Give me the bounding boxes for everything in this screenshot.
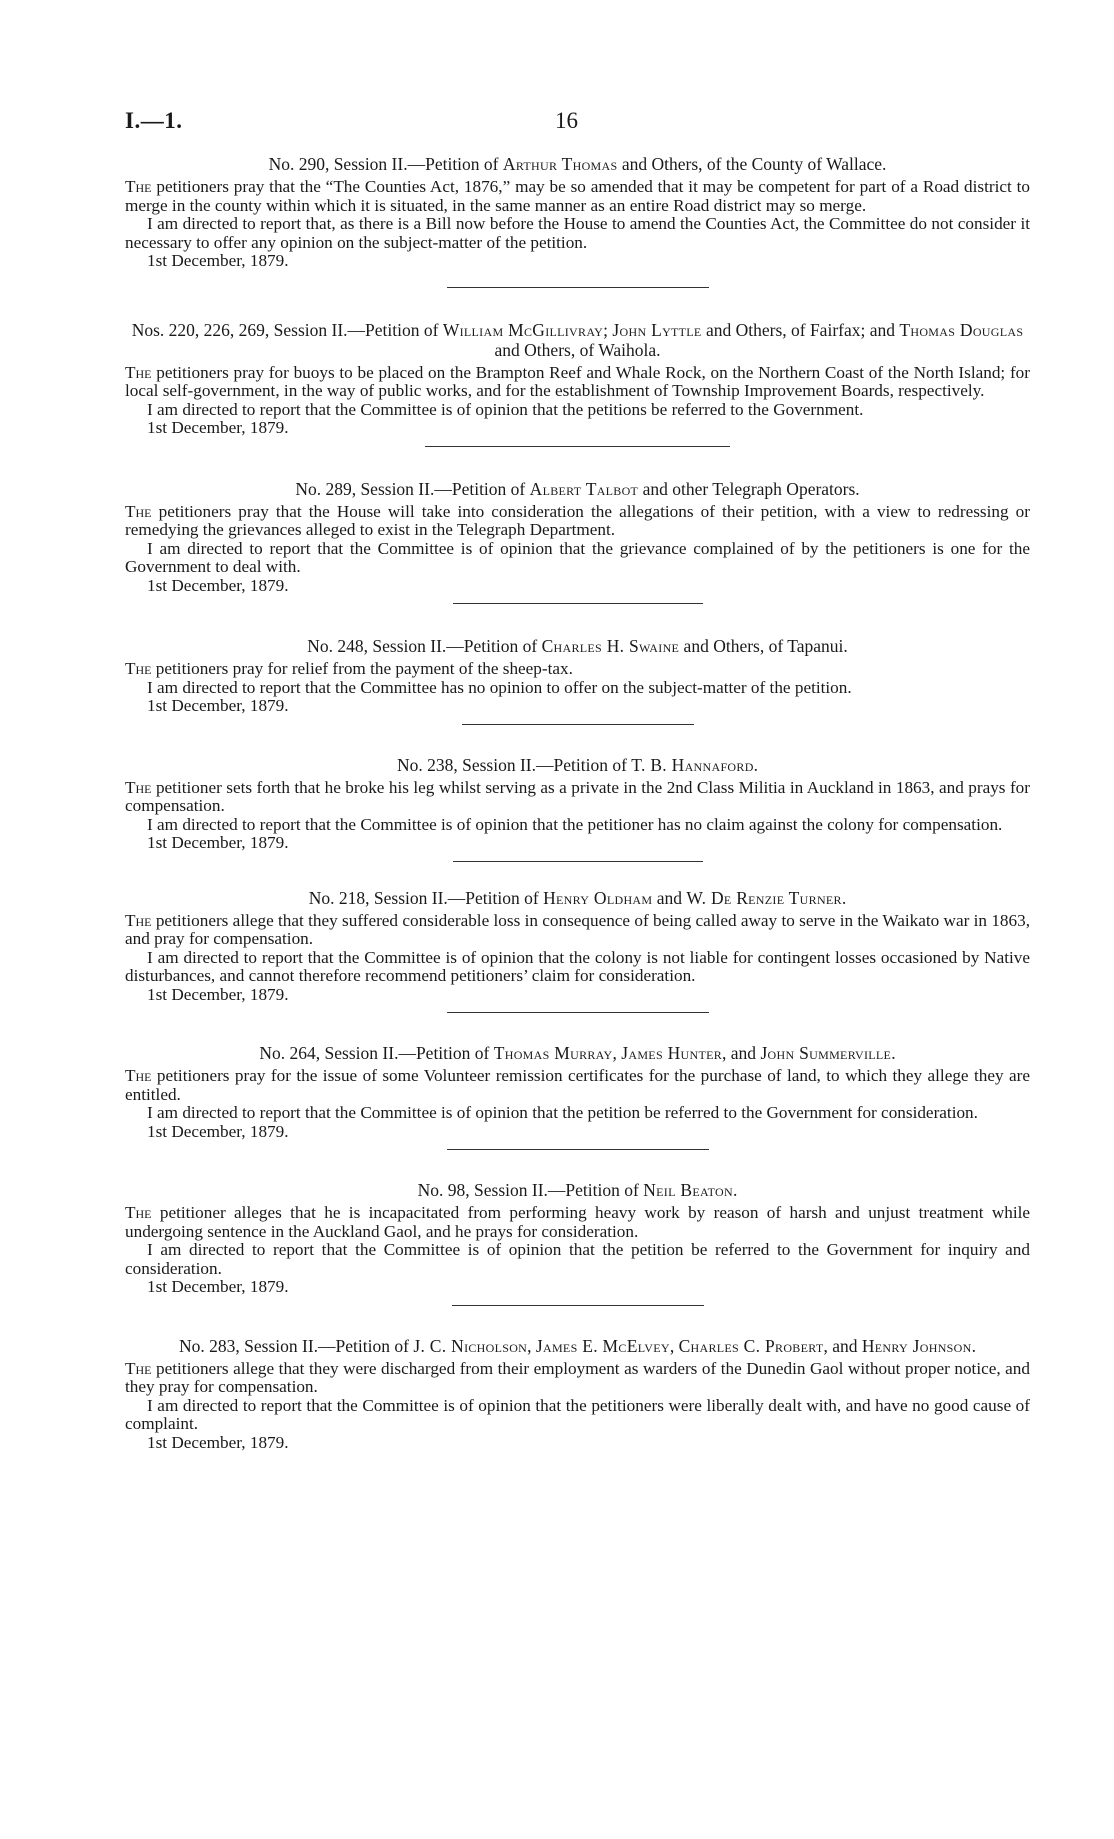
- section-divider: [453, 861, 703, 862]
- petitioner-name: Charles H. Swaine: [541, 636, 680, 656]
- committee-report: I am directed to report that the Committee is of opinion that the petitioner has no claim against the colony for compensation.: [147, 814, 1003, 834]
- committee-report: I am directed to report that, as there is a Bill now before the House to amend the Counties Act, the Committee do not consider it necessary to offer any opinion on the subject-matter of the petition.: [125, 214, 1030, 252]
- section-divider: [425, 446, 730, 447]
- petitioner-name: T. B. Hannaford: [631, 754, 754, 775]
- committee-report: I am directed to report that the Committee is of opinion that the petitions be referred to the Government.: [147, 399, 864, 419]
- report-date: 1st December, 1879.: [147, 833, 289, 852]
- report-date: 1st December, 1879.: [147, 984, 289, 1004]
- petition-body: The petitioners pray for buoys to be placed on the Brampton Reef and Whale Rock, on the Northern Coast of the North Island; for local self-government, in the way of public works, and for the establishment of Township Improvement Boards, respectively.: [125, 362, 1030, 400]
- committee-report: I am directed to report that the Committee has no opinion to offer on the subject-matter of the petition.: [147, 677, 852, 697]
- document-page: [125, 108, 1030, 1452]
- petition-title: No. 289, Session II.—Petition of Albert Talbot and other Telegraph Operators.: [295, 478, 860, 499]
- petition-title: No. 238, Session II.—Petition of T. B. Hannaford.: [396, 754, 759, 775]
- report-date: 1st December, 1879.: [147, 696, 289, 715]
- petitioner-name: Arthur Thomas: [502, 154, 618, 174]
- petition-290: [125, 154, 1030, 271]
- petition-98: [125, 1180, 1030, 1297]
- section-divider: [447, 1149, 709, 1150]
- petitioner-name: Henry Oldham: [543, 887, 653, 908]
- page-header: [125, 108, 1030, 144]
- petitioner-name: Henry Johnson: [861, 1335, 972, 1356]
- petition-283: [125, 1336, 1030, 1453]
- section-divider: [453, 603, 703, 604]
- petition-title: No. 98, Session II.—Petition of Neil Beaton.: [417, 1180, 738, 1200]
- report-date: 1st December, 1879.: [147, 575, 289, 595]
- section-divider: [462, 724, 694, 725]
- petition-body: The petitioners allege that they suffered considerable loss in consequence of being called away to serve in the Waikato war in 1863, and pray for compensation.: [125, 910, 1030, 948]
- petition-248: [125, 636, 1030, 716]
- petitioner-name: Charles C. Probert: [678, 1335, 824, 1356]
- petition-264: [125, 1043, 1030, 1141]
- petitioner-name: Albert Talbot: [529, 478, 639, 499]
- petition-title: No. 283, Session II.—Petition of J. C. Nicholson, James E. McElvey, Charles C. Probert, and Henry Johnson.: [179, 1335, 976, 1356]
- section-divider: [447, 287, 709, 288]
- petitioner-name: James E. McElvey: [535, 1335, 670, 1356]
- report-date: 1st December, 1879.: [147, 418, 289, 437]
- petition-body: The petitioner sets forth that he broke his leg whilst serving as a private in the 2nd Class Militia in Auckland in 1863, and prays for compensation.: [125, 777, 1030, 815]
- petition-289: [125, 479, 1030, 596]
- petitioner-name: John Summerville: [760, 1043, 892, 1063]
- petition-title: Nos. 220, 226, 269, Session II.—Petition of William McGillivray; John Lyttle and Others, of Fairfax; and Thomas Douglas and Others, of Waihola.: [131, 319, 1024, 360]
- committee-report: I am directed to report that the Committee is of opinion that the petition be referred to the Government for inquiry and consideration.: [125, 1240, 1030, 1278]
- petitioner-name: Thomas Murray: [493, 1043, 613, 1063]
- report-date: 1st December, 1879.: [147, 251, 289, 270]
- petition-body: The petitioners pray for relief from the payment of the sheep-tax.: [125, 659, 573, 678]
- petition-238: [125, 755, 1030, 853]
- report-date: 1st December, 1879.: [147, 1277, 289, 1296]
- petition-218: [125, 888, 1030, 1005]
- petitioner-name: J. C. Nicholson: [413, 1335, 528, 1356]
- petitioner-name: John Lyttle: [612, 319, 702, 340]
- committee-report: I am directed to report that the Committee is of opinion that the petitioners were liberally dealt with, and have no good cause of complaint.: [125, 1395, 1030, 1433]
- report-date: 1st December, 1879.: [147, 1121, 289, 1141]
- committee-report: I am directed to report that the Committee is of opinion that the petition be referred to the Government for consideration.: [147, 1103, 978, 1122]
- page-number: 16: [555, 108, 578, 133]
- petition-220-226-269: [125, 320, 1030, 438]
- petition-body: The petitioner alleges that he is incapacitated from performing heavy work by reason of harsh and unjust treatment while undergoing sentence in the Auckland Gaol, and he prays for consideration.: [125, 1203, 1030, 1241]
- committee-report: I am directed to report that the Committee is of opinion that the grievance complained of by the petitioners is one for the Government to deal with.: [125, 538, 1030, 576]
- petitioner-name: Thomas Douglas: [899, 319, 1024, 340]
- petition-body: The petitioners pray that the House will take into consideration the allegations of their petition, with a view to redressing or remedying the grievances alleged to exist in the Telegraph Department.: [125, 501, 1030, 539]
- petitioner-name: W. De Renzie Turner: [686, 887, 842, 908]
- petition-title: No. 218, Session II.—Petition of Henry Oldham and W. De Renzie Turner.: [308, 887, 847, 908]
- report-date: 1st December, 1879.: [147, 1432, 289, 1452]
- section-divider: [452, 1305, 704, 1306]
- section-divider: [447, 1012, 709, 1013]
- petitioner-name: William McGillivray: [442, 319, 604, 340]
- petition-body: The petitioners pray that the “The Counties Act, 1876,” may be so amended that it may be competent for part of a Road district to merge in the county within which it is situated, in the same manner as an entire Road district may so merge.: [125, 177, 1030, 215]
- petition-title: No. 264, Session II.—Petition of Thomas Murray, James Hunter, and John Summerville.: [259, 1043, 896, 1063]
- petitioner-name: Neil Beaton: [643, 1180, 733, 1200]
- petition-title: No. 290, Session II.—Petition of Arthur Thomas and Others, of the County of Wallace.: [268, 154, 887, 174]
- petition-title: No. 248, Session II.—Petition of Charles H. Swaine and Others, of Tapanui.: [307, 636, 848, 656]
- petition-body: The petitioners allege that they were discharged from their employment as warders of the Dunedin Gaol without proper notice, and they pray for compensation.: [125, 1358, 1030, 1396]
- page-reference: I.—1.: [125, 108, 183, 133]
- committee-report: I am directed to report that the Committee is of opinion that the colony is not liable for contingent losses occasioned by Native disturbances, and cannot therefore recommend petitioners’ claim for consideration.: [125, 947, 1030, 985]
- petitioner-name: James Hunter: [621, 1043, 723, 1063]
- petition-body: The petitioners pray for the issue of some Volunteer remission certificates for the purchase of land, to which they allege they are entitled.: [125, 1066, 1030, 1104]
